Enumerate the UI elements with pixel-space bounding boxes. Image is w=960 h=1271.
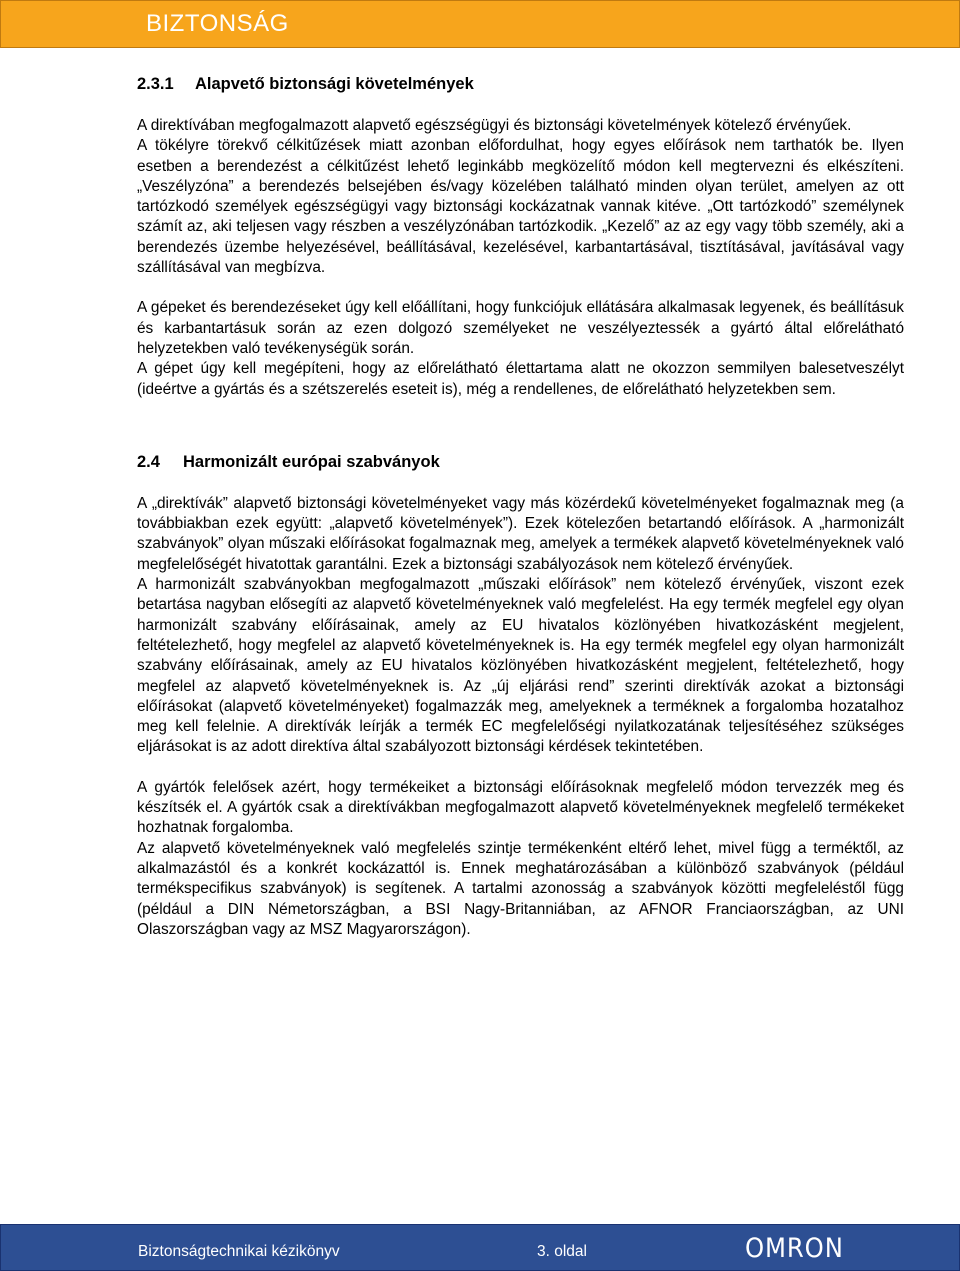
section-heading-2-3-1	[137, 74, 904, 94]
header-title: BIZTONSÁG	[146, 10, 289, 37]
paragraph: A harmonizált szabványokban megfogalmazott „műszaki előírások” nem kötelező érvényűek, viszont ezek betartása nagyban elősegíti az alapvető követelményeknek való megfelelést. Ha egy termék megfelel egy olyan harmonizált szabvány előírásainak, amely az EU hivatalos közlönyében hivatkozásként megjelent, feltételezhető, hogy megfelel az alapvető követelményeknek is. Ha egy termék megfelel egy olyan harmonizált szabvány előírásainak, amely az EU hivatalos közlönyében hivatkozásként megjelent, feltételezhető, hogy megfelel az alapvető követelményeknek is. Az „új eljárási rend” szerinti direktívák azokat a biztonsági előírásokat (alapvető követelményeket) fogalmazzák meg, amelyeknek a terméknek a forgalomba hozatalhoz meg kell felelnie. A direktívák leírják a termék EC megfelelőségi nyilatkozatának teljesítéséhez szükséges eljárásokat is az adott direktíva által szabályozott biztonsági kérdések tekintetében.	[137, 576, 904, 756]
paragraph: A gépeket és berendezéseket úgy kell előállítani, hogy funkciójuk ellátására alkalmasak legyenek, és beállításuk és karbantartásuk során az ezen dolgozó személyeket ne veszélyeztessék a gyártó által előrelátható helyzetekben való tevékenységük során.	[137, 299, 904, 357]
omron-logo: OMRON	[745, 1233, 844, 1264]
section-number: 2.4	[137, 452, 160, 471]
section-number: 2.3.1	[137, 75, 174, 93]
paragraph: A „direktívák” alapvető biztonsági követelményeket vagy más közérdekű követelményeket fogalmaznak meg (a továbbiakban ezek együtt: „alapvető követelmények”). Ezek kötelezően betartandó előírások. A „harmonizált szabványok” olyan műszaki előírásokat fogalmaznak meg, amelyek a termékek alapvető követelményeknek való megfelelőségét hivatottak garantálni. Ezek a biztonsági szabályozások nem kötelező érvényűek.	[137, 494, 904, 573]
paragraph: A gépet úgy kell megépíteni, hogy az előrelátható élettartama alatt ne okozzon semmilyen balesetveszélyt (ideértve a gyártás és a szétszerelés eseteit is), még a rendellenes, de előrelátható helyzetekben sem.	[137, 360, 904, 398]
header-bar	[0, 0, 960, 48]
paragraph: A gyártók felelősek azért, hogy termékeiket a biztonsági előírásoknak megfelelő módon tervezzék meg és készítsék el. A gyártók csak a direktívákban megfogalmazott alapvető követelményeknek megfelelő termékeket hozhatnak forgalomba.	[137, 778, 904, 837]
section-heading-2-4	[137, 452, 904, 472]
paragraph: Az alapvető követelményeknek való megfelelés szintje termékenként eltérő lehet, mivel függ a terméktől, az alkalmazástól és a konkrét kockázattól is. Ennek meghatározásában a különböző szabványok (például termékspecifikus szabványok) is segítenek. A tartalmi azonosság a szabványok közötti megfeleléstől függ (például a DIN Németországban, a BSI Nagy-Britanniában, az AFNOR Franciaországban, az UNI Olaszországban vagy az MSZ Magyarországon).	[137, 839, 904, 938]
paragraph: A direktívában megfogalmazott alapvető egészségügyi és biztonsági követelmények kötelező érvényűek.	[137, 117, 852, 134]
footer-bar	[0, 1224, 960, 1271]
footer-document-title: Biztonságtechnikai kézikönyv	[138, 1243, 340, 1260]
section-title: Harmonizált európai szabványok	[183, 452, 440, 471]
footer-page-number: 3. oldal	[537, 1243, 587, 1260]
paragraph: A tökélyre törekvő célkitűzések miatt azonban előfordulhat, hogy egyes előírások nem tarthatók be. Ilyen esetben a berendezést a célkitűzést lehető leginkább megközelítő módon kell megtervezni és elkészíteni. „Veszélyzóna” a berendezés belsejében és/vagy közelében található minden olyan terület, amelyen az ott tartózkodó személyek egészségügyi vagy biztonsági kockázatnak vannak kitéve. „Ott tartózkodó” személynek számít az, aki teljesen vagy részben a veszélyzónában tartózkodik. „Kezelő” az az egy vagy több személy, aki a berendezés üzembe helyezésével, beállításával, kezelésével, karbantartásával, tisztításával, javításával vagy szállításával van megbízva.	[137, 137, 904, 277]
page-content	[137, 74, 904, 940]
section-title: Alapvető biztonsági követelmények	[195, 75, 474, 93]
